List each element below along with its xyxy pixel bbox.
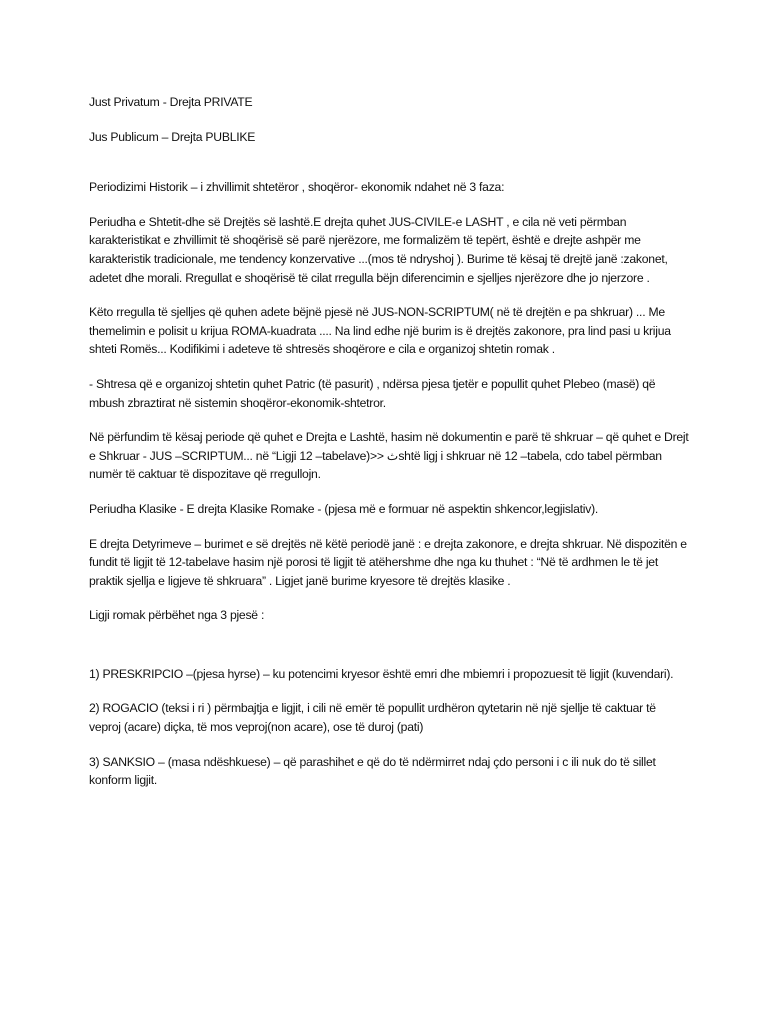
list-item-preskripcio: 1) PRESKRIPCIO –(pjesa hyrse) – ku potencimi kryesor është emri dhe mbiemri i propozuesit të ligjit (kuvendari). [89,666,674,681]
paragraph-periudha-lashte: Periudha e Shtetit-dhe së Drejtës së lashtë.E drejta quhet JUS-CIVILE-e LASHT , e cila në veti përmban karakteristikat e zhvillimit të shoqërisë së parë njerëzore, me formalizëm të tepërt, është e drejte ashpër me karakteristik tradicionale, me tendency konzervative ...(mos të ndryshoj ). Burime të kësaj të drejtë janë :zakonet, adetet dhe morali. Rregullat e shoqërisë të cilat rregulla bëjn diferencimin e sjelljes njerëzore dhe jo njerzore . [89,214,668,285]
paragraph-ligji-romak: Ligji romak përbëhet nga 3 pjesë : [89,608,265,623]
paragraph-periudha-klasike: Periudha Klasike - E drejta Klasike Romake - (pjesa më e formuar në aspektin shkencor,legjislativ). [89,501,599,516]
list-item-sanksio: 3) SANKSIO – (masa ndëshkuese) – që parashihet e që do të ndërmirret ndaj çdo personi i c ili nuk do të sillet konform ligjit. [89,754,656,788]
heading-jus-privatum: Just Privatum - Drejta PRIVATE [89,95,253,109]
paragraph-drejta-detyrimeve: E drejta Detyrimeve – burimet e së drejtës në këtë periodë janë : e drejta zakonore, e drejta shkruar. Në dispozitën e fundit të ligjit të 12-tabelave hasim një porosi të ligjit të atëhershme dhe nga ku thuhet : “Në të ardhmen le të jet praktik sjellja e ligjeve të shkruara” . Ligjet janë burime kryesore të drejtës klasike . [89,536,687,588]
paragraph-jus-non-scriptum: Këto rregulla të sjelljes që quhen adete bëjnë pjesë në JUS-NON-SCRIPTUM( në të drejtën e pa shkruar) ... Me themelimin e polisit u krijua ROMA-kuadrata .... Na lind edhe një burim is ë drejtës zakonore, pra lind pasi u krijua shteti Romës... Kodifikimi i adeteve të shtresës shoqërore e cila e organizoj shtetin romak . [89,305,671,357]
paragraph-jus-scriptum: Në përfundim të kësaj periode që quhet e Drejta e Lashtë, hasim në dokumentin e parë të shkruar – që quhet e Drejt e Shkruar - JUS –SCRIPTUM... në “Ligji 12 –tabelave)>> ثshtë ligj i shkruar në 12 –tabela, cdo tabel përmban numër të caktuar të dispozitave që rregullojn. [89,430,689,482]
paragraph-shtresa: - Shtresa që e organizoj shtetin quhet Patric (të pasurit) , ndërsa pjesa tjetër e popullit quhet Plebeo (masë) që mbush zbraztirat në sistemin shoqëror-ekonomik-shtetror. [89,376,656,410]
list-item-rogacio: 2) ROGACIO (teksi i ri ) përmbajtja e ligjit, i cili në emër të popullit urdhëron qytetarin në një sjellje të caktuar të veproj (acare) diçka, të mos veproj(non acare), ose të duroj (pati) [89,701,656,735]
paragraph-periodizimi: Periodizimi Historik – i zhvillimit shtetëror , shoqëror- ekonomik ndahet në 3 faza: [89,180,505,195]
document-body [89,93,689,806]
heading-jus-publicum: Jus Publicum – Drejta PUBLIKE [89,129,256,144]
